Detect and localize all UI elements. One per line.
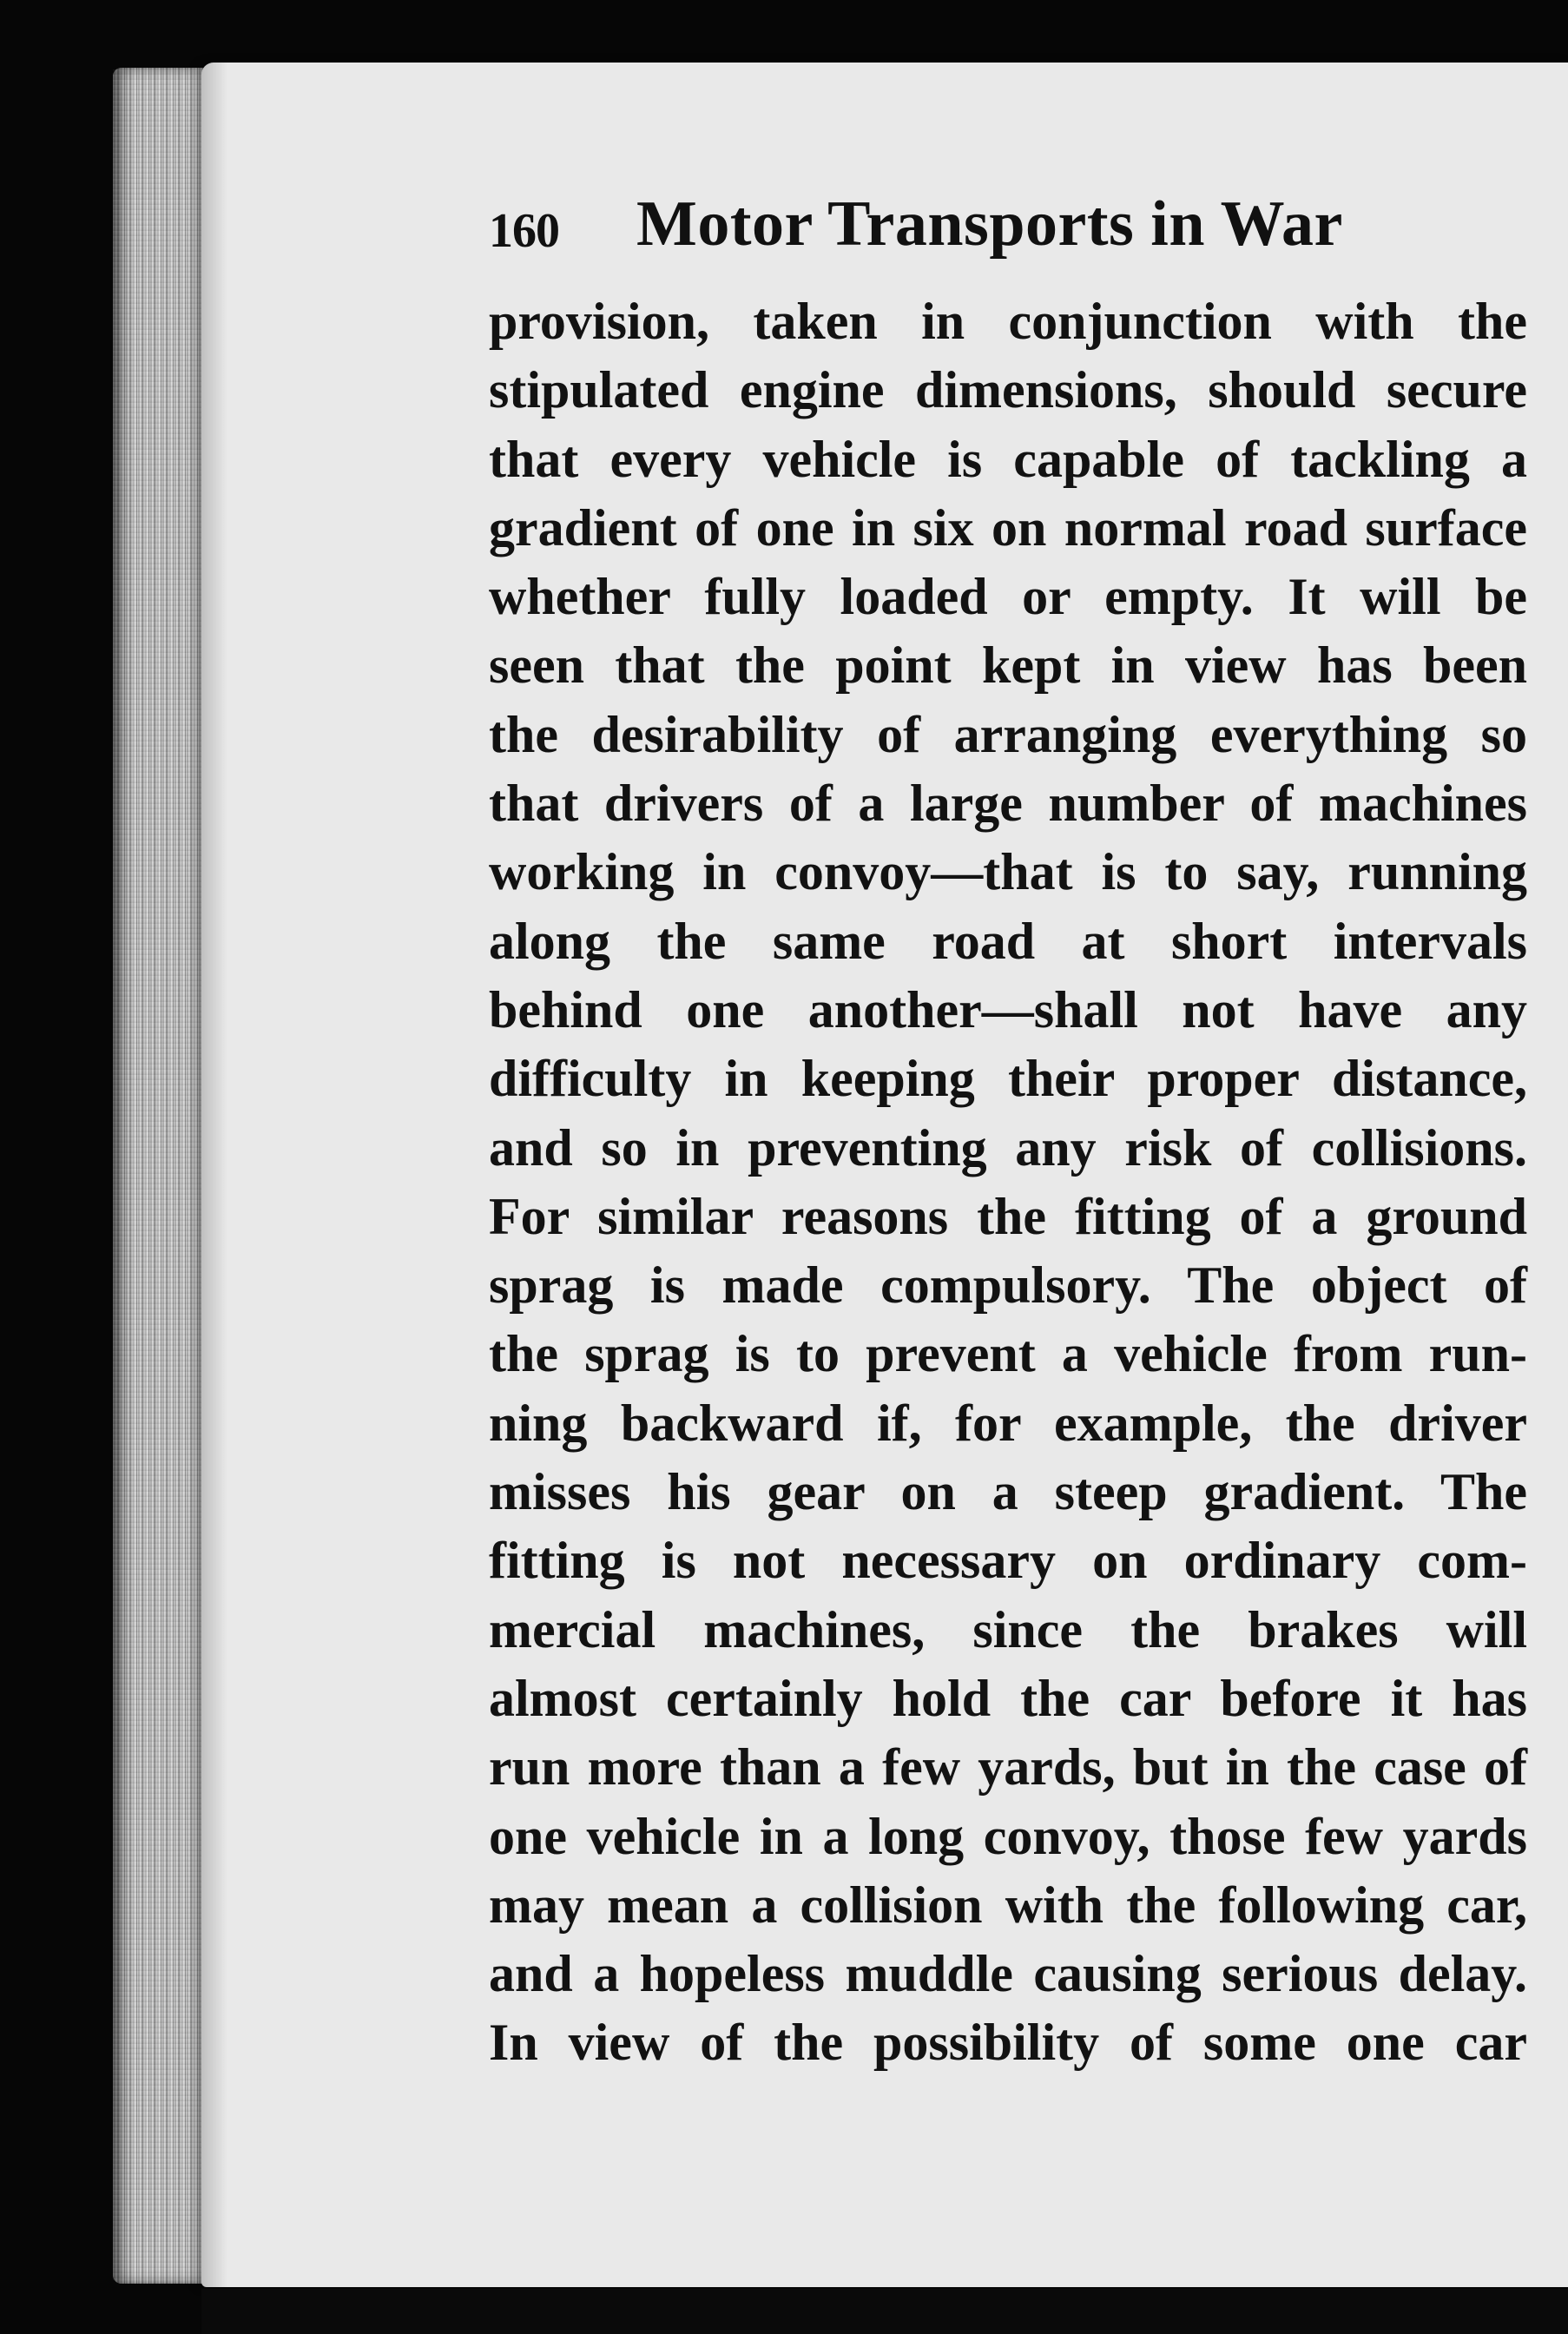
text-line: seen that the point kept in view has been	[489, 636, 1527, 695]
text-line: difficulty in keeping their proper distance,	[489, 1050, 1527, 1108]
page-header	[489, 181, 1531, 267]
running-title: Motor Transports in War	[636, 188, 1343, 260]
text-line: ning backward if, for example, the driver	[489, 1394, 1527, 1452]
text-line: that drivers of a large number of machines	[489, 775, 1527, 833]
text-line: one vehicle in a long convoy, those few yards	[489, 1807, 1527, 1865]
page-number: 160	[489, 204, 559, 258]
bottom-shadow	[201, 2289, 1568, 2334]
body-text	[489, 287, 1527, 2078]
text-line: the desirability of arranging everything so	[489, 705, 1527, 763]
text-line: working in convoy—that is to say, running	[489, 843, 1527, 901]
text-line: may mean a collision with the following car,	[489, 1876, 1527, 1934]
text-line: along the same road at short intervals	[489, 912, 1527, 970]
text-line: the sprag is to prevent a vehicle from run-	[489, 1325, 1527, 1383]
text-line: fitting is not necessary on ordinary com-	[489, 1532, 1527, 1590]
text-line: behind one another—shall not have any	[489, 980, 1527, 1038]
text-line: almost certainly hold the car before it has	[489, 1669, 1527, 1727]
text-line: and so in preventing any risk of collisions.	[489, 1118, 1527, 1177]
text-line: In view of the possibility of some one car	[489, 2014, 1527, 2072]
text-line: provision, taken in conjunction with the	[489, 293, 1527, 350]
text-line: that every vehicle is capable of tackling a	[489, 430, 1527, 488]
text-line: and a hopeless muddle causing serious delay.	[489, 1945, 1527, 2003]
text-line: mercial machines, since the brakes will	[489, 1600, 1527, 1658]
text-line: run more than a few yards, but in the case of	[489, 1738, 1527, 1797]
text-line: For similar reasons the fitting of a ground	[489, 1187, 1527, 1245]
text-line: whether fully loaded or empty. It will be	[489, 568, 1527, 626]
text-line: misses his gear on a steep gradient. The	[489, 1463, 1527, 1521]
text-line: sprag is made compulsory. The object of	[489, 1256, 1527, 1315]
text-line: stipulated engine dimensions, should secure	[489, 361, 1527, 419]
text-line: gradient of one in six on normal road surface	[489, 498, 1527, 557]
book-page-edges	[113, 68, 215, 2284]
